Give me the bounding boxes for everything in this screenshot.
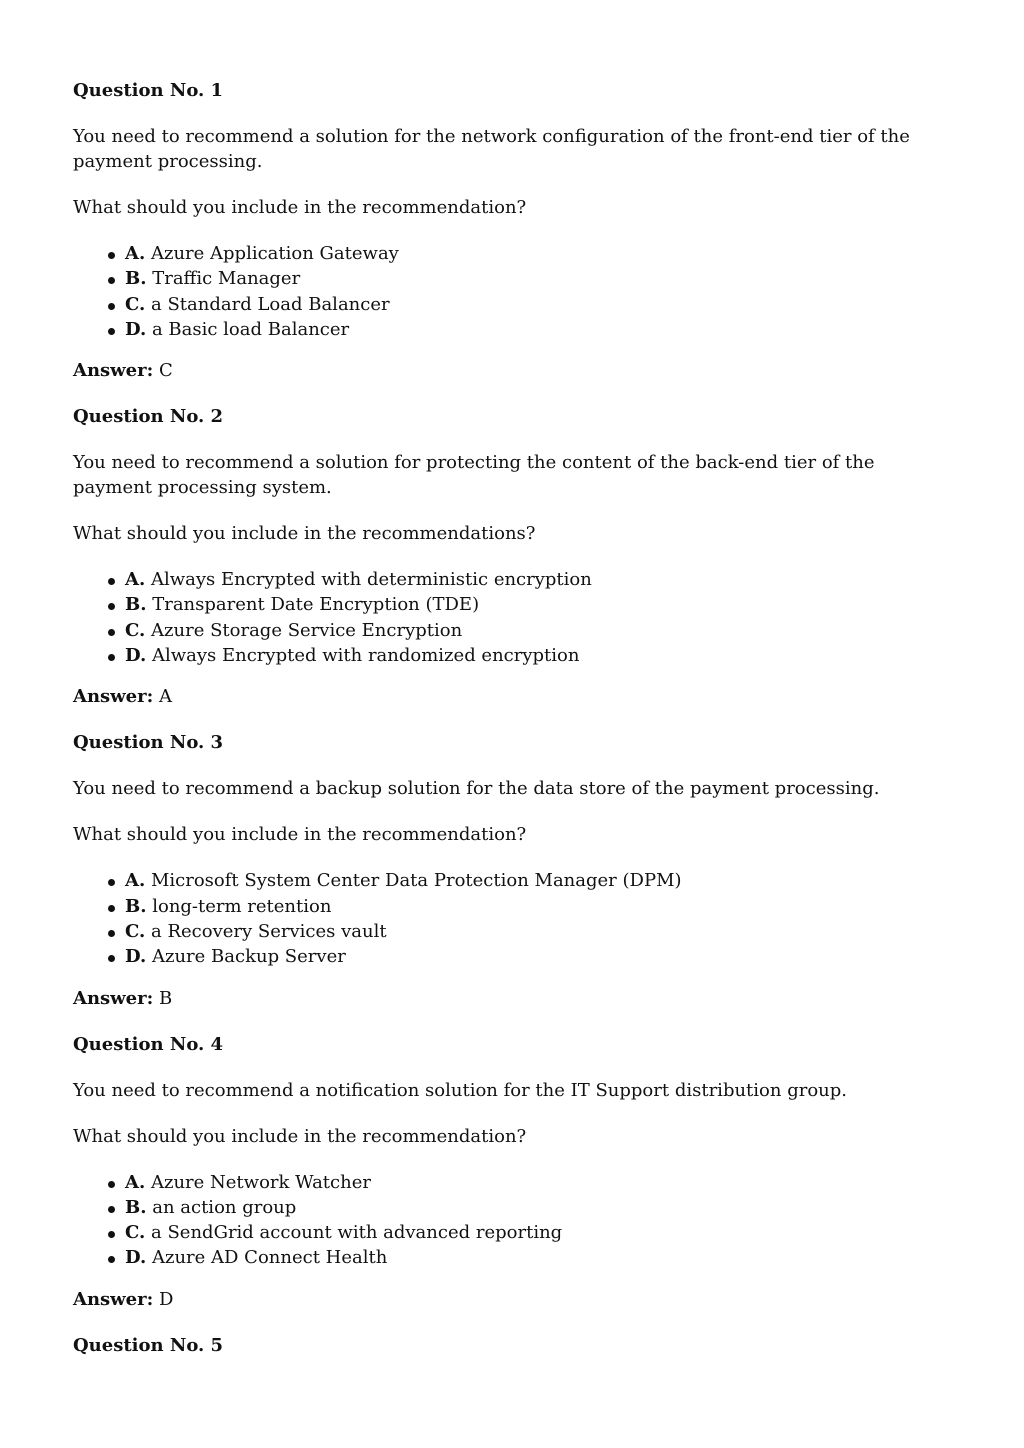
option-letter: C. bbox=[125, 920, 146, 942]
option-d bbox=[73, 944, 953, 969]
option-letter: D. bbox=[125, 946, 147, 968]
bullet-icon bbox=[108, 1256, 115, 1263]
bullet-icon bbox=[108, 1181, 115, 1188]
answer-label: Answer: bbox=[73, 686, 154, 708]
option-text: a SendGrid account with advanced reporting bbox=[151, 1222, 563, 1244]
bullet-icon bbox=[108, 879, 115, 886]
option-text: Always Encrypted with randomized encryption bbox=[151, 645, 580, 667]
bullet-icon bbox=[108, 252, 115, 259]
option-a bbox=[73, 868, 953, 893]
option-text: an action group bbox=[152, 1196, 297, 1218]
answer-label: Answer: bbox=[73, 360, 154, 382]
question-title: Question No. 3 bbox=[73, 732, 224, 754]
question-prompt: What should you include in the recommendation? bbox=[73, 824, 527, 846]
option-text: long-term retention bbox=[152, 895, 332, 917]
option-text: Traffic Manager bbox=[152, 268, 301, 290]
option-d bbox=[73, 1245, 953, 1270]
option-a bbox=[73, 1170, 953, 1195]
option-letter: A. bbox=[125, 243, 146, 264]
option-c bbox=[73, 292, 953, 317]
bullet-icon bbox=[108, 578, 115, 585]
answer-options bbox=[73, 567, 953, 668]
option-letter: D. bbox=[125, 318, 147, 340]
option-text: Azure Application Gateway bbox=[150, 243, 399, 264]
bullet-icon bbox=[108, 930, 115, 937]
option-text: Azure Backup Server bbox=[151, 946, 346, 968]
option-letter: B. bbox=[125, 268, 147, 290]
question-title: Question No. 4 bbox=[73, 1033, 224, 1055]
option-letter: C. bbox=[125, 293, 146, 315]
option-c bbox=[73, 618, 953, 643]
option-letter: B. bbox=[125, 895, 147, 917]
question-text: You need to recommend a backup solution for the data store of the payment processing. bbox=[73, 778, 880, 800]
answer-label: Answer: bbox=[73, 987, 154, 1009]
option-text: Azure Network Watcher bbox=[150, 1171, 371, 1193]
option-letter: C. bbox=[125, 1222, 146, 1244]
option-text: Azure Storage Service Encryption bbox=[151, 619, 463, 641]
option-letter: B. bbox=[125, 1196, 147, 1218]
answer-value: A bbox=[159, 686, 172, 708]
option-b bbox=[73, 266, 953, 291]
bullet-icon bbox=[108, 1231, 115, 1238]
bullet-icon bbox=[108, 328, 115, 335]
question-prompt: What should you include in the recommendation? bbox=[73, 1125, 527, 1147]
question-prompt: What should you include in the recommendation? bbox=[73, 197, 527, 218]
option-d bbox=[73, 643, 953, 668]
answer-value: B bbox=[159, 987, 173, 1009]
option-text: Transparent Date Encryption (TDE) bbox=[152, 594, 480, 616]
option-a bbox=[73, 241, 953, 266]
option-c bbox=[73, 919, 953, 944]
question-prompt: What should you include in the recommendations? bbox=[73, 523, 536, 545]
question-1 bbox=[73, 78, 953, 383]
question-2 bbox=[73, 404, 953, 709]
option-letter: A. bbox=[125, 1171, 146, 1193]
answer-line bbox=[73, 358, 953, 383]
option-a bbox=[73, 567, 953, 592]
answer-line bbox=[73, 1287, 953, 1312]
answer-options bbox=[73, 1170, 953, 1271]
answer-value: D bbox=[159, 1288, 174, 1310]
option-letter: D. bbox=[125, 1247, 147, 1269]
option-text: Always Encrypted with deterministic encryption bbox=[150, 569, 592, 591]
option-d bbox=[73, 317, 953, 342]
option-letter: B. bbox=[125, 594, 147, 616]
bullet-icon bbox=[108, 1206, 115, 1213]
question-text: You need to recommend a solution for the network configuration of the front-end tier of the payment processing. bbox=[73, 126, 910, 172]
question-3 bbox=[73, 730, 953, 1010]
option-letter: A. bbox=[125, 569, 146, 591]
option-text: a Recovery Services vault bbox=[151, 920, 387, 942]
answer-options bbox=[73, 868, 953, 969]
option-b bbox=[73, 894, 953, 919]
bullet-icon bbox=[108, 603, 115, 610]
option-text: Microsoft System Center Data Protection Manager (DPM) bbox=[150, 870, 682, 892]
question-title: Question No. 2 bbox=[73, 406, 224, 428]
option-c bbox=[73, 1220, 953, 1245]
option-letter: A. bbox=[125, 870, 146, 892]
option-text: a Standard Load Balancer bbox=[151, 293, 390, 315]
option-letter: D. bbox=[125, 645, 147, 667]
option-text: Azure AD Connect Health bbox=[151, 1247, 388, 1269]
bullet-icon bbox=[108, 905, 115, 912]
question-title: Question No. 1 bbox=[73, 80, 224, 101]
question-5 bbox=[73, 1333, 953, 1358]
bullet-icon bbox=[108, 955, 115, 962]
option-text: a Basic load Balancer bbox=[151, 318, 350, 340]
question-title: Question No. 5 bbox=[73, 1334, 224, 1356]
bullet-icon bbox=[108, 277, 115, 284]
answer-line bbox=[73, 684, 953, 709]
question-text: You need to recommend a notification solution for the IT Support distribution group. bbox=[73, 1079, 847, 1101]
answer-value: C bbox=[159, 360, 173, 382]
answer-options bbox=[73, 241, 953, 342]
option-letter: C. bbox=[125, 619, 146, 641]
document-body bbox=[73, 78, 953, 1379]
question-text: You need to recommend a solution for protecting the content of the back-end tier of the payment processing system. bbox=[73, 452, 875, 499]
option-b bbox=[73, 592, 953, 617]
question-4 bbox=[73, 1032, 953, 1312]
bullet-icon bbox=[108, 629, 115, 636]
bullet-icon bbox=[108, 654, 115, 661]
bullet-icon bbox=[108, 303, 115, 310]
answer-line bbox=[73, 986, 953, 1011]
option-b bbox=[73, 1195, 953, 1220]
answer-label: Answer: bbox=[73, 1288, 154, 1310]
